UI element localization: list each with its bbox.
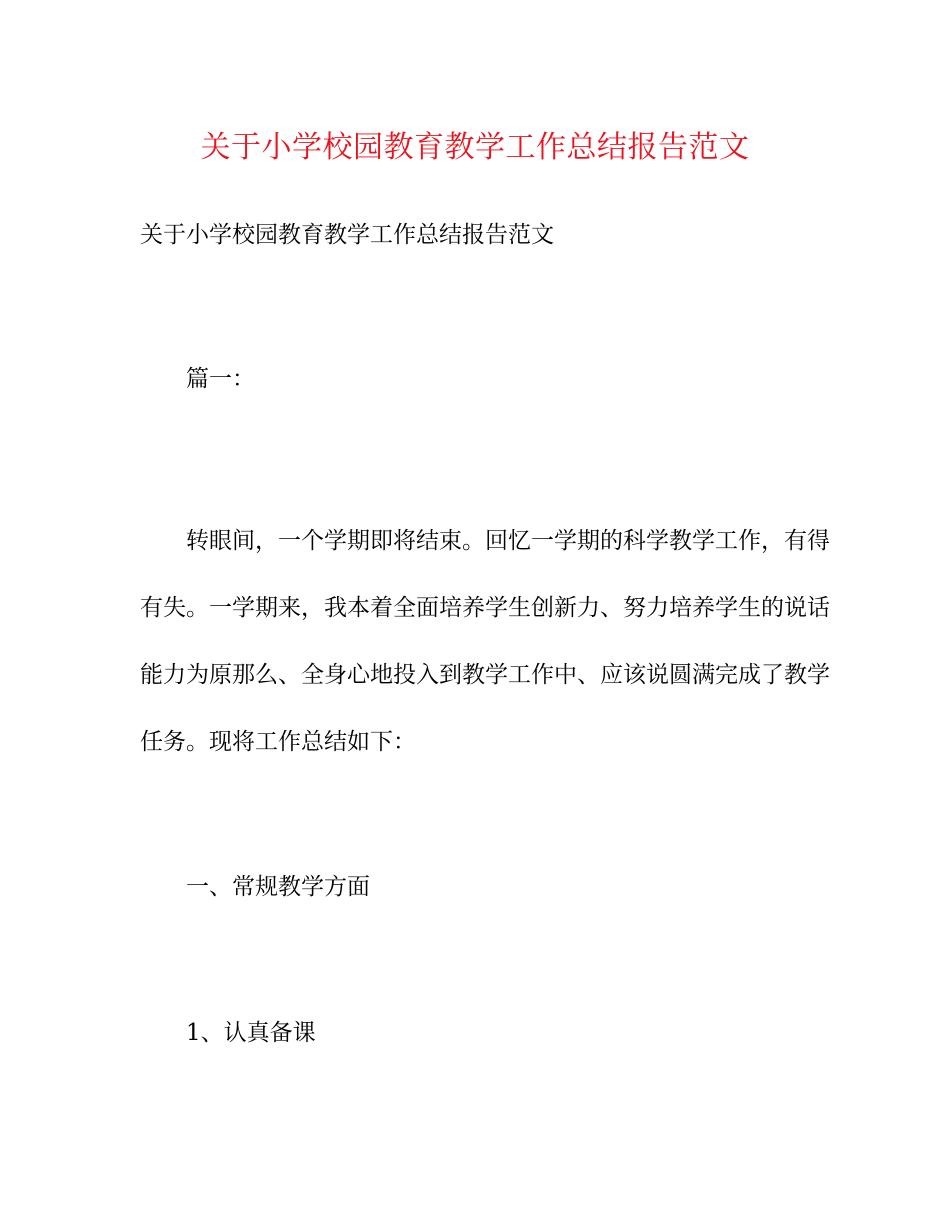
section-label: 篇一：: [186, 366, 255, 392]
paragraph-line: 能力为原那么、全身心地投入到教学工作中、应该说圆满完成了教学: [140, 662, 830, 688]
paragraph-line: 有失。一学期来，我本着全面培养学生创新力、努力培养学生的说话: [140, 595, 830, 621]
paragraph-line: 任务。现将工作总结如下：: [140, 729, 416, 755]
body-paragraph: [140, 508, 830, 776]
heading-general-teaching: 一、常规教学方面: [186, 874, 370, 900]
document-subtitle: 关于小学校园教育教学工作总结报告范文: [140, 222, 554, 248]
document-title: 关于小学校园教育教学工作总结报告范文: [200, 130, 750, 165]
paragraph-line: 转眼间，一个学期即将结束。回忆一学期的科学教学工作，有得: [186, 528, 830, 554]
heading-prepare-lessons: 1、认真备课: [186, 1020, 316, 1046]
